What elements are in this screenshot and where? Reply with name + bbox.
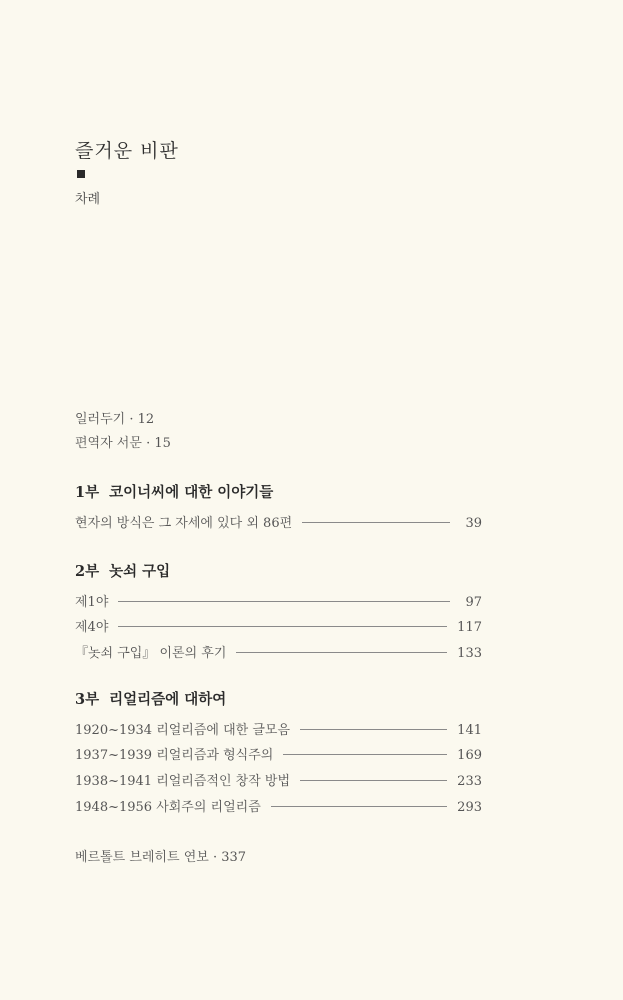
toc-entry-title: 『놋쇠 구입』 이론의 후기 xyxy=(75,646,227,661)
front-matter-page: 15 xyxy=(154,436,171,451)
toc-entry[interactable] xyxy=(75,642,482,661)
part-title: 리얼리즘에 대하여 xyxy=(109,691,227,708)
toc-entry-page: 233 xyxy=(457,774,482,789)
front-matter-item[interactable] xyxy=(75,408,154,427)
part-title: 놋쇠 구입 xyxy=(109,563,171,580)
toc-entry-title: 제1야 xyxy=(75,595,109,610)
toc-entry-page: 169 xyxy=(457,748,482,763)
separator: · xyxy=(208,850,222,865)
front-matter-page: 12 xyxy=(137,412,155,427)
toc-entry-title: 제4야 xyxy=(75,620,109,635)
leader-line xyxy=(300,729,447,730)
part-number: 1부 xyxy=(75,484,100,501)
toc-entry-page: 133 xyxy=(457,646,482,661)
toc-entry-title: 1938~1941 리얼리즘적인 창작 방법 xyxy=(75,774,291,789)
toc-entry-page: 293 xyxy=(457,800,482,815)
back-matter-item[interactable] xyxy=(75,846,246,865)
leader-line xyxy=(271,806,447,807)
toc-entry-page: 117 xyxy=(457,620,482,635)
toc-entry-title: 현자의 방식은 그 자세에 있다 외 86편 xyxy=(75,516,293,531)
leader-line xyxy=(300,780,447,781)
front-matter-label: 편역자 서문 xyxy=(75,436,142,451)
toc-entry-title: 1948~1956 사회주의 리얼리즘 xyxy=(75,800,261,815)
leader-line xyxy=(302,522,450,523)
toc-entry-page: 97 xyxy=(465,595,482,610)
toc-entry[interactable] xyxy=(75,616,482,635)
toc-entry-title: 1937~1939 리얼리즘과 형식주의 xyxy=(75,748,274,763)
toc-entry[interactable] xyxy=(75,512,482,531)
toc-entry[interactable] xyxy=(75,591,482,610)
part-heading xyxy=(75,481,273,502)
separator: · xyxy=(141,436,155,451)
back-matter-page: 337 xyxy=(221,850,247,865)
toc-entry[interactable] xyxy=(75,719,482,738)
part-number: 3부 xyxy=(75,691,100,708)
book-title: 즐거운 비판 xyxy=(75,140,179,162)
part-title: 코이너씨에 대한 이야기들 xyxy=(109,484,274,501)
part-heading xyxy=(75,560,170,581)
part-number: 2부 xyxy=(75,563,100,580)
toc-entry[interactable] xyxy=(75,770,482,789)
section-title: 차례 xyxy=(75,192,101,207)
front-matter-label: 일러두기 xyxy=(75,412,126,427)
toc-entry[interactable] xyxy=(75,744,482,763)
part-heading xyxy=(75,688,226,709)
separator: · xyxy=(125,412,138,427)
leader-line xyxy=(236,652,447,653)
front-matter-item[interactable] xyxy=(75,432,171,451)
toc-entry-page: 141 xyxy=(457,723,482,738)
leader-line xyxy=(283,754,447,755)
leader-line xyxy=(118,626,447,627)
leader-line xyxy=(118,601,450,602)
toc-entry-title: 1920~1934 리얼리즘에 대한 글모음 xyxy=(75,723,291,738)
toc-entry[interactable] xyxy=(75,796,482,815)
back-matter-label: 베르톨트 브레히트 연보 xyxy=(75,850,209,865)
square-marker-icon xyxy=(77,170,85,178)
toc-entry-page: 39 xyxy=(465,516,482,531)
